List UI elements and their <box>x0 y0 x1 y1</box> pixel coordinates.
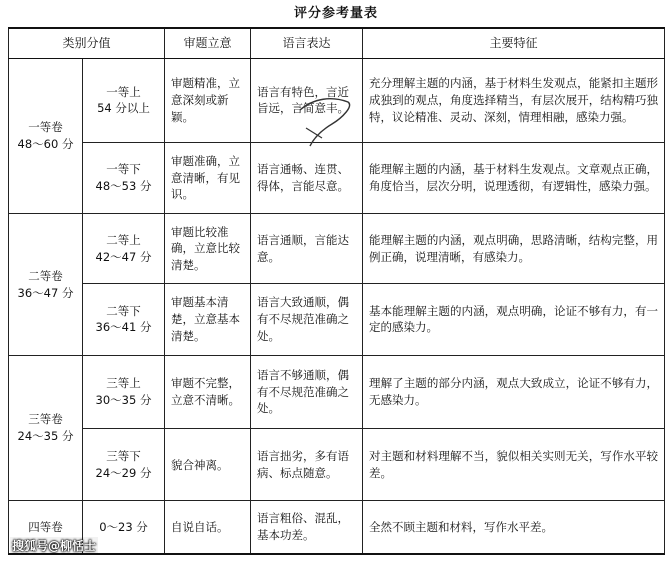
header-features: 主要特征 <box>363 28 665 58</box>
subgrade-range: 30～35 分 <box>95 393 152 408</box>
features-cell: 基本能理解主题的内涵，观点明确，论证不够有力，有一定的感染力。 <box>363 284 665 356</box>
header-row <box>9 28 665 58</box>
grade-range-cell: 0～23 分 <box>83 501 165 554</box>
subgrade-label: 一等下 <box>106 162 141 177</box>
language-cell: 语言通畅、连贯、得体，言能尽意。 <box>251 142 363 214</box>
features-cell: 能理解主题的内涵，观点明确，思路清晰，结构完整，用例正确，说理清晰，有感染力。 <box>363 214 665 284</box>
table-row <box>9 142 665 214</box>
watermark: 搜狐号@柳恬士 <box>12 539 97 553</box>
rubric-table <box>8 27 665 555</box>
subgrade-cell <box>83 214 165 284</box>
topic-cell: 审题基本清楚，立意基本清楚。 <box>165 284 251 356</box>
subgrade-cell <box>83 355 165 429</box>
subgrade-range: 36～41 分 <box>95 320 152 335</box>
grade-cell <box>9 214 83 355</box>
topic-cell: 貌合神离。 <box>165 429 251 501</box>
table-row <box>9 214 665 284</box>
subgrade-cell <box>83 58 165 142</box>
table-row <box>9 284 665 356</box>
table-row <box>9 429 665 501</box>
grade-range: 36～47 分 <box>17 285 74 300</box>
subgrade-label: 三等下 <box>106 449 141 464</box>
grade-cell <box>9 355 83 500</box>
subgrade-label: 二等上 <box>106 233 141 248</box>
table-title: 评分参考量表 <box>293 6 378 21</box>
features-cell: 理解了主题的部分内涵，观点大致成立，论证不够有力，无感染力。 <box>363 355 665 429</box>
table-row <box>9 58 665 142</box>
grade-label: 四等卷 <box>28 519 63 534</box>
language-cell: 语言大致通顺，偶有不尽规范准确之处。 <box>251 284 363 356</box>
features-cell: 对主题和材料理解不当，貌似相关实则无关，写作水平较差。 <box>363 429 665 501</box>
header-topic: 审题立意 <box>165 28 251 58</box>
language-cell: 语言通顺，言能达意。 <box>251 214 363 284</box>
topic-cell: 审题精准，立意深刻或新颖。 <box>165 58 251 142</box>
grade-range: 24～35 分 <box>17 428 74 443</box>
subgrade-range: 42～47 分 <box>95 249 152 264</box>
subgrade-range: 24～29 分 <box>95 465 152 480</box>
subgrade-cell <box>83 429 165 501</box>
features-cell: 全然不顾主题和材料，写作水平差。 <box>363 501 665 554</box>
topic-cell: 审题准确，立意清晰，有见识。 <box>165 142 251 214</box>
grade-cell <box>9 58 83 214</box>
table-row <box>9 501 665 554</box>
features-cell: 能理解主题的内涵，基于材料生发观点。文章观点正确，角度恰当，层次分明，说理透彻，有逻辑性，感染力强。 <box>363 142 665 214</box>
grade-label: 二等卷 <box>28 268 63 283</box>
features-cell: 充分理解主题的内涵，基于材料生发观点，能紧扣主题形成独到的观点，角度选择精当，有层次展开，结构精巧独特，议论精准、灵动、深刻，情理相融，感染力强。 <box>363 58 665 142</box>
subgrade-label: 一等上 <box>106 84 141 99</box>
language-cell: 语言粗俗、混乱，基本功差。 <box>251 501 363 554</box>
header-language: 语言表达 <box>251 28 363 58</box>
grade-label: 一等卷 <box>28 120 63 135</box>
subgrade-range: 48～53 分 <box>95 179 152 194</box>
subgrade-cell <box>83 142 165 214</box>
topic-cell: 自说自话。 <box>165 501 251 554</box>
language-cell: 语言有特色，言近旨远，言简意丰。 <box>251 58 363 142</box>
table-row <box>9 355 665 429</box>
topic-cell: 审题不完整，立意不清晰。 <box>165 355 251 429</box>
grade-range: 48～60 分 <box>17 137 74 152</box>
language-cell: 语言拙劣，多有语病、标点随意。 <box>251 429 363 501</box>
grade-label: 三等卷 <box>28 412 63 427</box>
subgrade-label: 三等上 <box>106 376 141 391</box>
language-cell: 语言不够通顺，偶有不尽规范准确之处。 <box>251 355 363 429</box>
subgrade-range: 54 分以上 <box>97 101 150 116</box>
topic-cell: 审题比较准确，立意比较清楚。 <box>165 214 251 284</box>
subgrade-label: 二等下 <box>106 303 141 318</box>
subgrade-cell <box>83 284 165 356</box>
header-category: 类别分值 <box>9 28 165 58</box>
